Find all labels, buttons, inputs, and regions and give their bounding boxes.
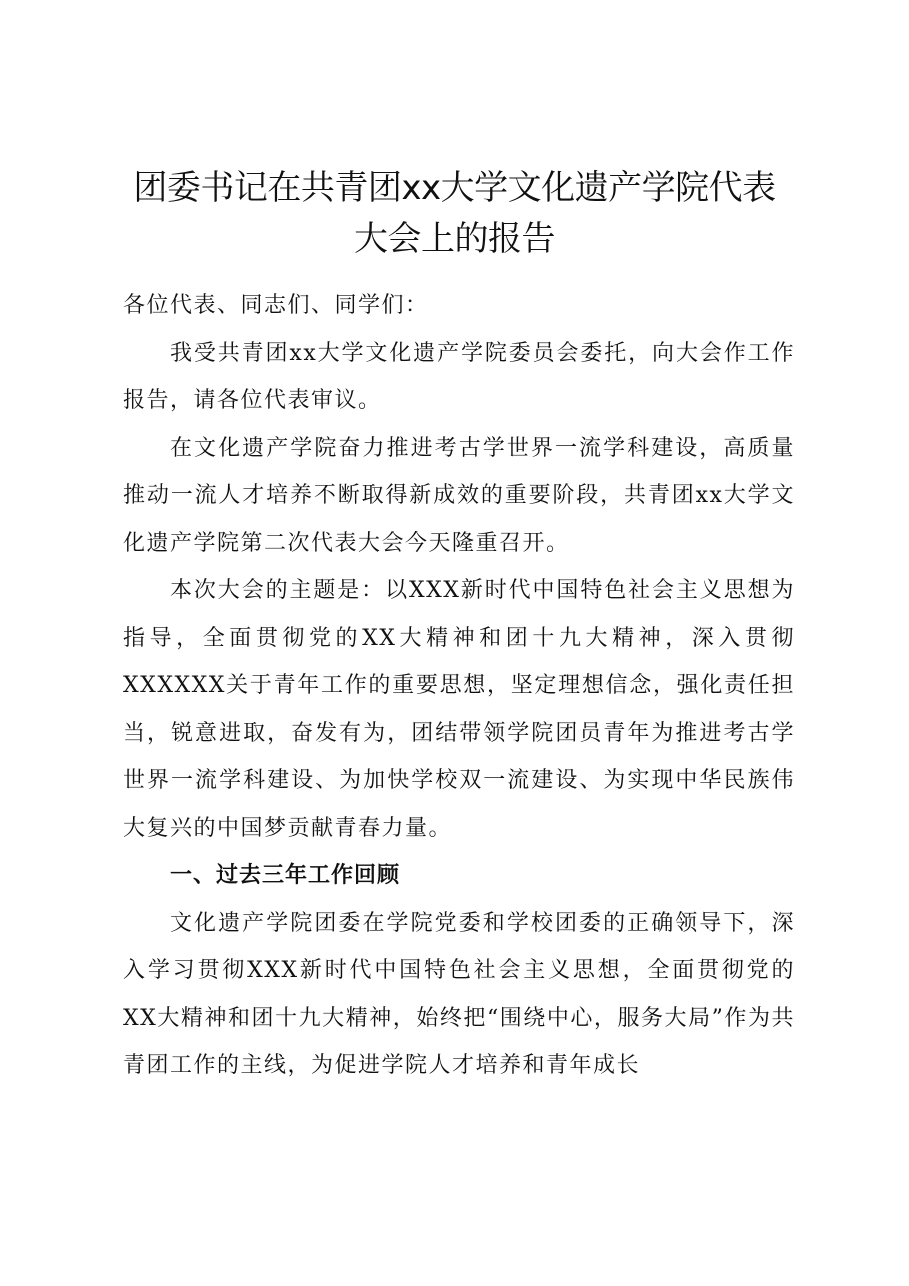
paragraph-context: 在文化遗产学院奋力推进考古学世界一流学科建设，高质量推动一流人才培养不断取得新成效的重要阶段，共青团xx大学文化遗产学院第二次代表大会今天隆重召开。 bbox=[123, 435, 795, 556]
paragraph-review: 文化遗产学院团委在学院党委和学校团委的正确领导下，深入学习贯彻XXX新时代中国特色社会主义思想，全面贯彻党的XX大精神和团十九大精神，始终把“围绕中心，服务大局”作为共青团工作的主线，为促进学院人才培养和青年成长 bbox=[123, 910, 795, 1078]
section-heading: 一、过去三年工作回顾 bbox=[170, 863, 401, 888]
document-body bbox=[123, 282, 795, 1090]
paragraph-theme: 本次大会的主题是：以XXX新时代中国特色社会主义思想为指导，全面贯彻党的XX大精神和团十九大精神，深入贯彻XXXXXX关于青年工作的重要思想，坚定理想信念，强化责任担当，锐意进取，奋发有为，团结带领学院团员青年为推进考古学世界一流学科建设、为加快学校双一流建设、为实现中华民族伟大复兴的中国梦贡献青春力量。 bbox=[123, 578, 795, 841]
title-line-2: 大会上的报告 bbox=[354, 219, 555, 259]
salutation: 各位代表、同志们、同学们： bbox=[123, 293, 429, 318]
document-title bbox=[60, 163, 849, 265]
paragraph-commission: 我受共青团xx大学文化遗产学院委员会委托，向大会作工作报告，请各位代表审议。 bbox=[123, 340, 795, 413]
title-line-1: 团委书记在共青团xx大学文化遗产学院代表 bbox=[133, 168, 776, 208]
